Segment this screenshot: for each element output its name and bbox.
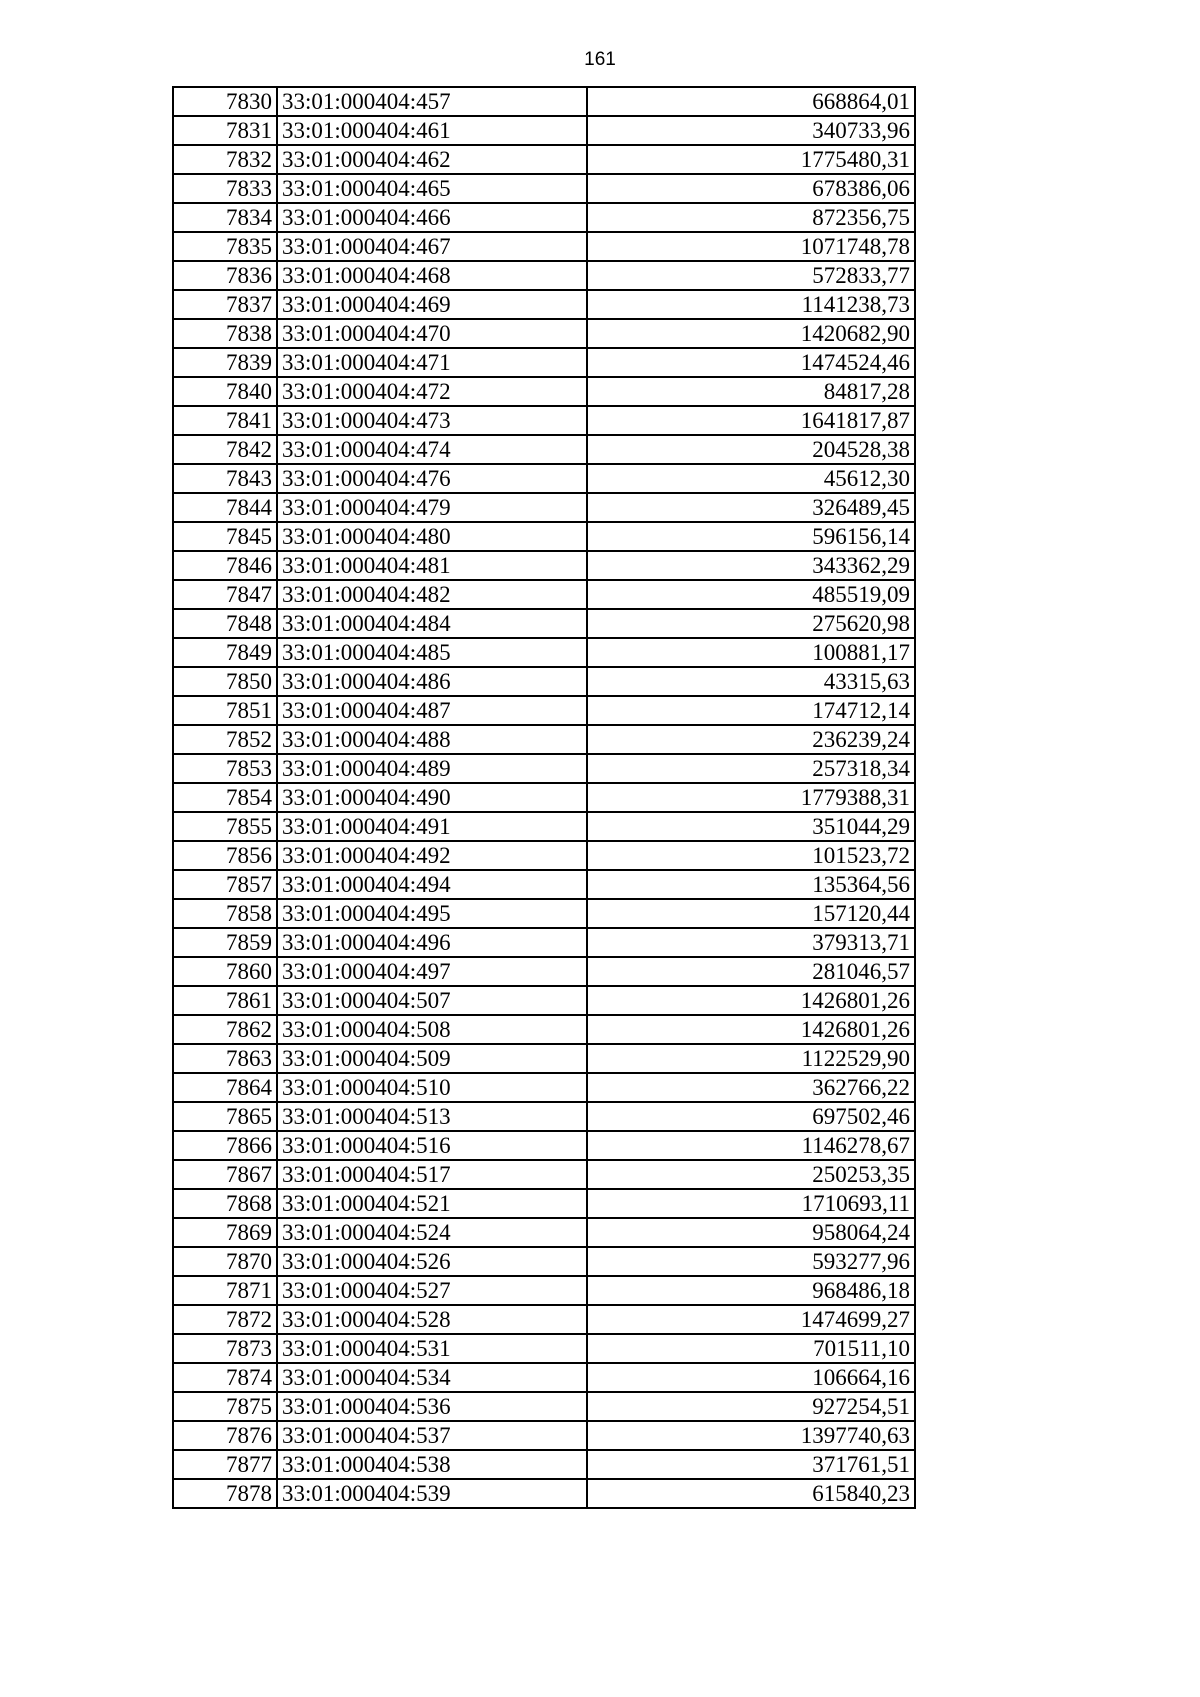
table-row bbox=[173, 957, 915, 986]
table-row bbox=[173, 551, 915, 580]
row-number-cell: 7839 bbox=[173, 348, 277, 377]
value-cell: 927254,51 bbox=[587, 1392, 915, 1421]
value-cell: 593277,96 bbox=[587, 1247, 915, 1276]
value-cell: 281046,57 bbox=[587, 957, 915, 986]
cadastral-number-cell: 33:01:000404:474 bbox=[277, 435, 587, 464]
table-row bbox=[173, 783, 915, 812]
value-cell: 101523,72 bbox=[587, 841, 915, 870]
page-number: 161 bbox=[584, 49, 616, 70]
cadastral-number-cell: 33:01:000404:485 bbox=[277, 638, 587, 667]
row-number-cell: 7844 bbox=[173, 493, 277, 522]
cadastral-number-cell: 33:01:000404:487 bbox=[277, 696, 587, 725]
cadastral-number-cell: 33:01:000404:509 bbox=[277, 1044, 587, 1073]
table-row bbox=[173, 1073, 915, 1102]
row-number-cell: 7840 bbox=[173, 377, 277, 406]
table-row bbox=[173, 87, 915, 116]
row-number-cell: 7863 bbox=[173, 1044, 277, 1073]
value-cell: 100881,17 bbox=[587, 638, 915, 667]
value-cell: 1420682,90 bbox=[587, 319, 915, 348]
cadastral-number-cell: 33:01:000404:482 bbox=[277, 580, 587, 609]
cadastral-number-cell: 33:01:000404:536 bbox=[277, 1392, 587, 1421]
cadastral-number-cell: 33:01:000404:469 bbox=[277, 290, 587, 319]
table-row bbox=[173, 1334, 915, 1363]
row-number-cell: 7870 bbox=[173, 1247, 277, 1276]
value-cell: 236239,24 bbox=[587, 725, 915, 754]
row-number-cell: 7849 bbox=[173, 638, 277, 667]
value-cell: 45612,30 bbox=[587, 464, 915, 493]
value-cell: 1779388,31 bbox=[587, 783, 915, 812]
table-row bbox=[173, 203, 915, 232]
table-row bbox=[173, 1305, 915, 1334]
row-number-cell: 7871 bbox=[173, 1276, 277, 1305]
value-cell: 668864,01 bbox=[587, 87, 915, 116]
cadastral-number-cell: 33:01:000404:480 bbox=[277, 522, 587, 551]
table-row bbox=[173, 435, 915, 464]
value-cell: 204528,38 bbox=[587, 435, 915, 464]
cadastral-number-cell: 33:01:000404:517 bbox=[277, 1160, 587, 1189]
value-cell: 250253,35 bbox=[587, 1160, 915, 1189]
cadastral-number-cell: 33:01:000404:473 bbox=[277, 406, 587, 435]
table-row bbox=[173, 1392, 915, 1421]
row-number-cell: 7850 bbox=[173, 667, 277, 696]
value-cell: 371761,51 bbox=[587, 1450, 915, 1479]
row-number-cell: 7832 bbox=[173, 145, 277, 174]
table-row bbox=[173, 725, 915, 754]
row-number-cell: 7853 bbox=[173, 754, 277, 783]
row-number-cell: 7857 bbox=[173, 870, 277, 899]
table-row bbox=[173, 754, 915, 783]
value-cell: 872356,75 bbox=[587, 203, 915, 232]
value-cell: 135364,56 bbox=[587, 870, 915, 899]
table-body bbox=[173, 87, 915, 1508]
value-cell: 1474699,27 bbox=[587, 1305, 915, 1334]
cadastral-number-cell: 33:01:000404:534 bbox=[277, 1363, 587, 1392]
value-cell: 1146278,67 bbox=[587, 1131, 915, 1160]
value-cell: 678386,06 bbox=[587, 174, 915, 203]
row-number-cell: 7856 bbox=[173, 841, 277, 870]
table-row bbox=[173, 464, 915, 493]
cadastral-number-cell: 33:01:000404:496 bbox=[277, 928, 587, 957]
value-cell: 697502,46 bbox=[587, 1102, 915, 1131]
value-cell: 379313,71 bbox=[587, 928, 915, 957]
row-number-cell: 7837 bbox=[173, 290, 277, 319]
table-row bbox=[173, 174, 915, 203]
value-cell: 351044,29 bbox=[587, 812, 915, 841]
row-number-cell: 7841 bbox=[173, 406, 277, 435]
value-cell: 615840,23 bbox=[587, 1479, 915, 1508]
value-cell: 1775480,31 bbox=[587, 145, 915, 174]
cadastral-number-cell: 33:01:000404:486 bbox=[277, 667, 587, 696]
cadastral-number-cell: 33:01:000404:491 bbox=[277, 812, 587, 841]
row-number-cell: 7843 bbox=[173, 464, 277, 493]
row-number-cell: 7834 bbox=[173, 203, 277, 232]
value-cell: 340733,96 bbox=[587, 116, 915, 145]
value-cell: 958064,24 bbox=[587, 1218, 915, 1247]
value-cell: 596156,14 bbox=[587, 522, 915, 551]
value-cell: 257318,34 bbox=[587, 754, 915, 783]
table-row bbox=[173, 493, 915, 522]
table-row bbox=[173, 1160, 915, 1189]
value-cell: 1071748,78 bbox=[587, 232, 915, 261]
row-number-cell: 7866 bbox=[173, 1131, 277, 1160]
row-number-cell: 7869 bbox=[173, 1218, 277, 1247]
value-cell: 1641817,87 bbox=[587, 406, 915, 435]
value-cell: 84817,28 bbox=[587, 377, 915, 406]
cadastral-number-cell: 33:01:000404:466 bbox=[277, 203, 587, 232]
table-row bbox=[173, 899, 915, 928]
row-number-cell: 7831 bbox=[173, 116, 277, 145]
value-cell: 362766,22 bbox=[587, 1073, 915, 1102]
table-row bbox=[173, 406, 915, 435]
table-row bbox=[173, 870, 915, 899]
cadastral-number-cell: 33:01:000404:457 bbox=[277, 87, 587, 116]
cadastral-number-cell: 33:01:000404:470 bbox=[277, 319, 587, 348]
table-row bbox=[173, 1276, 915, 1305]
table-row bbox=[173, 1363, 915, 1392]
table-row bbox=[173, 1421, 915, 1450]
cadastral-number-cell: 33:01:000404:481 bbox=[277, 551, 587, 580]
table-row bbox=[173, 1044, 915, 1073]
value-cell: 326489,45 bbox=[587, 493, 915, 522]
row-number-cell: 7868 bbox=[173, 1189, 277, 1218]
cadastral-number-cell: 33:01:000404:476 bbox=[277, 464, 587, 493]
row-number-cell: 7867 bbox=[173, 1160, 277, 1189]
cadastral-number-cell: 33:01:000404:531 bbox=[277, 1334, 587, 1363]
value-cell: 1426801,26 bbox=[587, 986, 915, 1015]
value-cell: 1710693,11 bbox=[587, 1189, 915, 1218]
value-cell: 1426801,26 bbox=[587, 1015, 915, 1044]
row-number-cell: 7877 bbox=[173, 1450, 277, 1479]
row-number-cell: 7861 bbox=[173, 986, 277, 1015]
cadastral-number-cell: 33:01:000404:462 bbox=[277, 145, 587, 174]
value-cell: 343362,29 bbox=[587, 551, 915, 580]
cadastral-number-cell: 33:01:000404:510 bbox=[277, 1073, 587, 1102]
row-number-cell: 7838 bbox=[173, 319, 277, 348]
row-number-cell: 7852 bbox=[173, 725, 277, 754]
table-row bbox=[173, 261, 915, 290]
row-number-cell: 7836 bbox=[173, 261, 277, 290]
value-cell: 572833,77 bbox=[587, 261, 915, 290]
cadastral-number-cell: 33:01:000404:461 bbox=[277, 116, 587, 145]
value-cell: 968486,18 bbox=[587, 1276, 915, 1305]
row-number-cell: 7875 bbox=[173, 1392, 277, 1421]
table-row bbox=[173, 290, 915, 319]
cadastral-number-cell: 33:01:000404:492 bbox=[277, 841, 587, 870]
cadastral-number-cell: 33:01:000404:527 bbox=[277, 1276, 587, 1305]
cadastral-number-cell: 33:01:000404:479 bbox=[277, 493, 587, 522]
row-number-cell: 7859 bbox=[173, 928, 277, 957]
value-cell: 157120,44 bbox=[587, 899, 915, 928]
table-row bbox=[173, 145, 915, 174]
table-row bbox=[173, 580, 915, 609]
row-number-cell: 7858 bbox=[173, 899, 277, 928]
row-number-cell: 7845 bbox=[173, 522, 277, 551]
value-cell: 275620,98 bbox=[587, 609, 915, 638]
cadastral-number-cell: 33:01:000404:472 bbox=[277, 377, 587, 406]
value-cell: 43315,63 bbox=[587, 667, 915, 696]
cadastral-number-cell: 33:01:000404:495 bbox=[277, 899, 587, 928]
table-row bbox=[173, 638, 915, 667]
row-number-cell: 7874 bbox=[173, 1363, 277, 1392]
cadastral-number-cell: 33:01:000404:497 bbox=[277, 957, 587, 986]
row-number-cell: 7862 bbox=[173, 1015, 277, 1044]
table-row bbox=[173, 812, 915, 841]
row-number-cell: 7872 bbox=[173, 1305, 277, 1334]
table-row bbox=[173, 1131, 915, 1160]
cadastral-number-cell: 33:01:000404:507 bbox=[277, 986, 587, 1015]
row-number-cell: 7876 bbox=[173, 1421, 277, 1450]
row-number-cell: 7830 bbox=[173, 87, 277, 116]
value-cell: 1397740,63 bbox=[587, 1421, 915, 1450]
table-row bbox=[173, 1450, 915, 1479]
table-row bbox=[173, 1102, 915, 1131]
row-number-cell: 7847 bbox=[173, 580, 277, 609]
table-row bbox=[173, 116, 915, 145]
table-row bbox=[173, 1479, 915, 1508]
value-cell: 1122529,90 bbox=[587, 1044, 915, 1073]
cadastral-number-cell: 33:01:000404:488 bbox=[277, 725, 587, 754]
table-row bbox=[173, 609, 915, 638]
table-row bbox=[173, 986, 915, 1015]
cadastral-number-cell: 33:01:000404:537 bbox=[277, 1421, 587, 1450]
row-number-cell: 7846 bbox=[173, 551, 277, 580]
row-number-cell: 7833 bbox=[173, 174, 277, 203]
row-number-cell: 7864 bbox=[173, 1073, 277, 1102]
cadastral-number-cell: 33:01:000404:490 bbox=[277, 783, 587, 812]
cadastral-number-cell: 33:01:000404:468 bbox=[277, 261, 587, 290]
cadastral-number-cell: 33:01:000404:489 bbox=[277, 754, 587, 783]
value-cell: 1141238,73 bbox=[587, 290, 915, 319]
row-number-cell: 7855 bbox=[173, 812, 277, 841]
cadastral-number-cell: 33:01:000404:524 bbox=[277, 1218, 587, 1247]
table-row bbox=[173, 928, 915, 957]
cadastral-number-cell: 33:01:000404:508 bbox=[277, 1015, 587, 1044]
value-cell: 106664,16 bbox=[587, 1363, 915, 1392]
table-row bbox=[173, 1189, 915, 1218]
value-cell: 1474524,46 bbox=[587, 348, 915, 377]
table-row bbox=[173, 1247, 915, 1276]
cadastral-number-cell: 33:01:000404:513 bbox=[277, 1102, 587, 1131]
row-number-cell: 7873 bbox=[173, 1334, 277, 1363]
table-row bbox=[173, 1015, 915, 1044]
table-row bbox=[173, 319, 915, 348]
cadastral-number-cell: 33:01:000404:528 bbox=[277, 1305, 587, 1334]
value-cell: 701511,10 bbox=[587, 1334, 915, 1363]
row-number-cell: 7878 bbox=[173, 1479, 277, 1508]
cadastral-number-cell: 33:01:000404:539 bbox=[277, 1479, 587, 1508]
row-number-cell: 7851 bbox=[173, 696, 277, 725]
table-row bbox=[173, 377, 915, 406]
cadastral-number-cell: 33:01:000404:538 bbox=[277, 1450, 587, 1479]
table-row bbox=[173, 696, 915, 725]
row-number-cell: 7842 bbox=[173, 435, 277, 464]
table-row bbox=[173, 522, 915, 551]
row-number-cell: 7860 bbox=[173, 957, 277, 986]
cadastral-number-cell: 33:01:000404:516 bbox=[277, 1131, 587, 1160]
cadastral-number-cell: 33:01:000404:471 bbox=[277, 348, 587, 377]
row-number-cell: 7865 bbox=[173, 1102, 277, 1131]
cadastral-value-table bbox=[172, 86, 916, 1509]
row-number-cell: 7854 bbox=[173, 783, 277, 812]
cadastral-number-cell: 33:01:000404:465 bbox=[277, 174, 587, 203]
table-row bbox=[173, 841, 915, 870]
table-row bbox=[173, 348, 915, 377]
table-row bbox=[173, 667, 915, 696]
cadastral-number-cell: 33:01:000404:467 bbox=[277, 232, 587, 261]
cadastral-number-cell: 33:01:000404:494 bbox=[277, 870, 587, 899]
cadastral-number-cell: 33:01:000404:521 bbox=[277, 1189, 587, 1218]
table-row bbox=[173, 1218, 915, 1247]
table-row bbox=[173, 232, 915, 261]
value-cell: 174712,14 bbox=[587, 696, 915, 725]
row-number-cell: 7835 bbox=[173, 232, 277, 261]
value-cell: 485519,09 bbox=[587, 580, 915, 609]
cadastral-number-cell: 33:01:000404:526 bbox=[277, 1247, 587, 1276]
row-number-cell: 7848 bbox=[173, 609, 277, 638]
cadastral-number-cell: 33:01:000404:484 bbox=[277, 609, 587, 638]
